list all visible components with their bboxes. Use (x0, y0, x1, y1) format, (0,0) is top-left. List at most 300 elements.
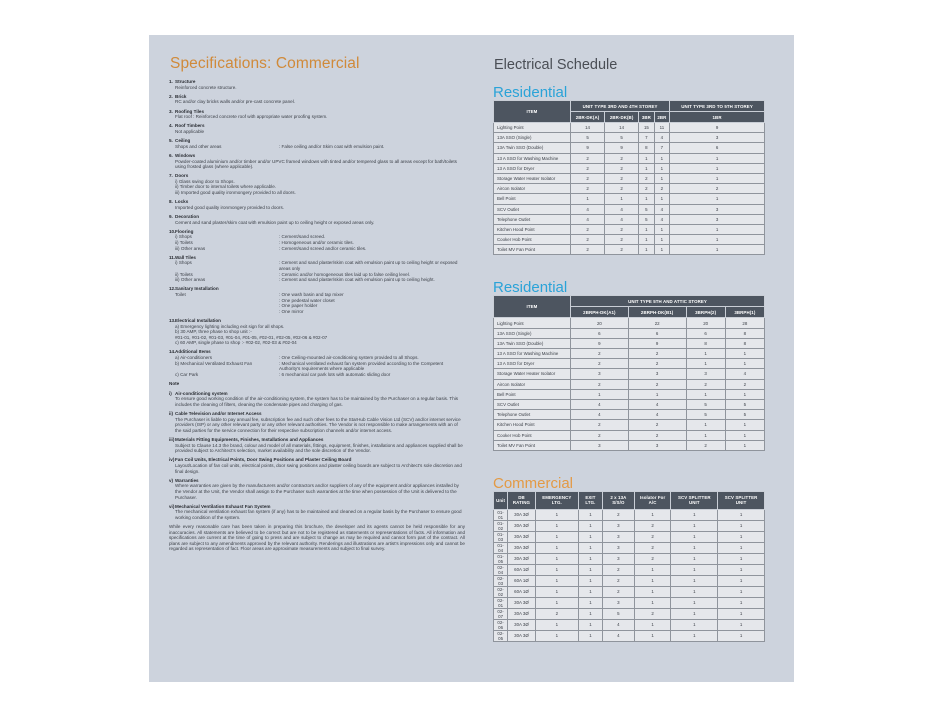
value-cell: 5 (602, 608, 634, 619)
value-cell: 1 (725, 440, 764, 450)
column-header: SCV SPLITTER UNIT (671, 491, 718, 509)
value-cell: 5 (686, 410, 725, 420)
note-item (169, 478, 465, 500)
value-cell: 1 (718, 520, 765, 531)
value-cell: 1 (639, 245, 654, 255)
spec-item-number: 7. (169, 173, 173, 179)
group-header: UNIT TYPE 3RD TO 5TH STOREY (670, 101, 765, 112)
value-cell: 1 (578, 619, 602, 630)
spec-item-row (169, 144, 465, 150)
value-cell: 30A 3Ø (508, 553, 536, 564)
table-row (494, 420, 765, 430)
item-cell: 13A Twin SSO (Double) (494, 143, 571, 153)
value-cell: 1 (718, 531, 765, 542)
column-header: 3BRPH(1) (725, 307, 764, 318)
spec-item-title: Brick (175, 93, 187, 99)
note-text: Where warranties are given by the manufacturers and/or contractors and/or suppliers of any of the equipment and/or appliances installed by the Vendor at the Unit, the Vendor shall assign to the Purchaser such warranties at the time when possession of the Unit is delivered to the Purchaser. (175, 483, 459, 500)
table-row (494, 235, 765, 245)
spec-row-value: : Cement/sand screed. (279, 234, 326, 240)
item-cell: 13A SSO (Single) (494, 328, 571, 338)
value-cell: 1 (639, 153, 654, 163)
value-cell: 3 (602, 520, 634, 531)
column-header: 2BR-DK(B) (605, 112, 639, 123)
value-cell: 3 (670, 204, 765, 214)
value-cell: 1 (671, 586, 718, 597)
value-cell: 2 (686, 379, 725, 389)
table-row (494, 338, 765, 348)
spec-row-value: : One Ceiling-mounted air-conditioning system provided to all Shops. (279, 355, 419, 361)
value-cell: 1 (535, 520, 578, 531)
value-cell: 60A 1Ø (508, 586, 536, 597)
value-cell: 1 (654, 153, 670, 163)
table-row (494, 630, 765, 641)
spec-item-number: 1. (169, 79, 173, 84)
value-cell: 2 (571, 245, 605, 255)
spec-item-number: 14. (169, 349, 176, 355)
spec-item-number: 13. (169, 317, 176, 323)
value-cell: 6 (670, 143, 765, 153)
spec-item-line: i) Glass swing door to Shops. (175, 178, 235, 184)
value-cell: 1 (578, 531, 602, 542)
note-item (169, 457, 465, 474)
note-label: Note (169, 381, 180, 387)
item-cell: Aircon Isolator (494, 379, 571, 389)
spec-row-value: : One pedestal water closet (279, 297, 335, 303)
column-header: DB RATING (508, 491, 536, 509)
value-cell: 2 (602, 575, 634, 586)
value-cell: 2 (634, 542, 671, 553)
value-cell: 9 (571, 143, 605, 153)
value-cell: 2 (602, 564, 634, 575)
value-cell: 1 (670, 224, 765, 234)
value-cell: 14 (605, 123, 639, 133)
group-header: UNIT TYPE 3RD AND 4TH STOREY (571, 101, 670, 112)
value-cell: 4 (654, 204, 670, 214)
value-cell: 1 (671, 630, 718, 641)
value-cell: 3 (571, 440, 629, 450)
spec-row-value: : One paper holder (279, 303, 318, 309)
value-cell: 1 (725, 420, 764, 430)
spec-item-line: a) Emergency lighting including exit sign for all shops. (175, 323, 285, 329)
value-cell: 4 (571, 214, 605, 224)
value-cell: 4 (628, 399, 686, 409)
value-cell: 2 (605, 173, 639, 183)
value-cell: 1 (628, 389, 686, 399)
value-cell: 1 (639, 224, 654, 234)
table-row (494, 173, 765, 183)
value-cell: 1 (671, 509, 718, 520)
value-cell: 22 (628, 318, 686, 328)
value-cell: 1 (686, 430, 725, 440)
value-cell: 2 (725, 379, 764, 389)
spec-item-number: 2. (169, 93, 173, 99)
value-cell: 2 (634, 553, 671, 564)
value-cell: 1 (654, 245, 670, 255)
value-cell: 5 (605, 133, 639, 143)
table-row (494, 399, 765, 409)
commercial-section-title: Commercial (493, 474, 574, 492)
spec-row-value: : Cement and sand plaster/skim coat with emulsion paint up to ceiling height or exposed areas only (279, 260, 458, 271)
value-cell: 2 (686, 440, 725, 450)
note-text: The Purchaser is liable to pay annual fee, subscription fee and such other fees to the StarHub Cable Vision Ltd (SCV) and/or internet service providers (ISP) or any other relevant party or any other relevant authorities. The Vendor is not responsible to make arrangements with an of the said parties for the service connection for their respective subscription channels and/or internet access. (175, 416, 461, 433)
value-cell: 1 (605, 194, 639, 204)
brochure-page (149, 35, 794, 682)
table-row (494, 359, 765, 369)
value-cell: 20 (686, 318, 725, 328)
column-header: 3BR (639, 112, 654, 123)
item-cell: SCV Outlet (494, 399, 571, 409)
value-cell: 9 (670, 123, 765, 133)
value-cell: 2 (634, 531, 671, 542)
value-cell: 2 (605, 184, 639, 194)
value-cell: 30A 3Ø (508, 509, 536, 520)
item-cell: Lighting Point (494, 318, 571, 328)
value-cell: 6 (628, 328, 686, 338)
spec-item (169, 318, 465, 346)
spec-row-value: : False ceiling and/or Skim coat with emulsion paint. (279, 143, 385, 149)
value-cell: 4 (571, 410, 629, 420)
spec-item (169, 123, 465, 134)
unit-cell: 02-03 (494, 575, 508, 586)
value-cell: 1 (535, 509, 578, 520)
spec-item-number: 4. (169, 123, 173, 129)
spec-item-row (169, 361, 465, 372)
column-header: Unit (494, 491, 508, 509)
spec-item-title: Flooring (175, 228, 194, 234)
value-cell: 1 (654, 163, 670, 173)
spec-item-title: Roof Timbers (175, 123, 205, 129)
spec-item-title: Windows (175, 152, 196, 158)
item-cell: 13A SSO (Single) (494, 133, 571, 143)
value-cell: 2 (571, 224, 605, 234)
spec-item (169, 79, 465, 90)
table-row (494, 245, 765, 255)
value-cell: 2 (605, 163, 639, 173)
value-cell: 1 (671, 597, 718, 608)
value-cell: 2 (571, 430, 629, 440)
value-cell: 2 (654, 184, 670, 194)
value-cell: 5 (725, 399, 764, 409)
value-cell: 1 (535, 575, 578, 586)
note-number: v) (169, 477, 174, 483)
item-cell: 13 A SSO for Dryer (494, 163, 571, 173)
value-cell: 3 (670, 214, 765, 224)
note-text: To ensure good working condition of the air-conditioning system, the system has to be maintained by the Purchaser on a regular basis. This includes the cleaning of filters, cleaning the condensate pipes and charging of gas. (175, 396, 459, 407)
value-cell: 30A 3Ø (508, 520, 536, 531)
spec-item (169, 94, 465, 105)
unit-cell: 01-05 (494, 553, 508, 564)
value-cell: 1 (578, 630, 602, 641)
spec-item-text: RC and/or clay bricks walls and/or pre-cast concrete panel. (175, 99, 296, 105)
residential-section-title: Residential (493, 84, 568, 101)
value-cell: 3 (602, 531, 634, 542)
table-row (494, 328, 765, 338)
value-cell: 1 (686, 389, 725, 399)
value-cell: 2 (571, 235, 605, 245)
spec-row-label: ii) Toilets (175, 240, 193, 245)
value-cell: 1 (578, 553, 602, 564)
table-row (494, 143, 765, 153)
spec-row-label (175, 309, 279, 315)
value-cell: 28 (725, 318, 764, 328)
value-cell: 6 (571, 328, 629, 338)
value-cell: 1 (571, 389, 629, 399)
spec-item-line: b) 30 AMP, three phase to shop unit :- (175, 329, 252, 335)
value-cell: 1 (571, 194, 605, 204)
unit-cell: 02-01 (494, 597, 508, 608)
value-cell: 2 (670, 184, 765, 194)
value-cell: 1 (578, 597, 602, 608)
group-header: UNIT TYPE 5TH AND ATTIC STOREY (571, 296, 765, 307)
spec-item-text: Cement and sand plaster/skim coat with emulsion paint up to ceiling height or exposed areas only. (175, 219, 375, 225)
spec-item (169, 199, 465, 210)
table-row (494, 379, 765, 389)
spec-item-text: Flat roof : Reinforced concrete roof with appropriate water proofing system. (175, 114, 328, 120)
item-cell: 13A Twin SSO (Double) (494, 338, 571, 348)
value-cell: 1 (654, 173, 670, 183)
value-cell: 2 (571, 420, 629, 430)
spec-row-label: ii) Toilets (175, 271, 193, 277)
value-cell: 1 (671, 542, 718, 553)
electrical-schedule-title: Electrical Schedule (494, 57, 618, 73)
value-cell: 1 (639, 163, 654, 173)
spec-item-number: 5. (169, 138, 173, 144)
value-cell: 15 (639, 123, 654, 133)
value-cell: 30A 3Ø (508, 608, 536, 619)
spec-row-value: : One wash basin and tap mixer (279, 291, 344, 297)
value-cell: 1 (718, 509, 765, 520)
note-number: i) (169, 390, 172, 396)
value-cell: 1 (578, 586, 602, 597)
residential-table-5th-attic (493, 295, 765, 450)
value-cell: 1 (634, 586, 671, 597)
value-cell: 1 (535, 630, 578, 641)
spec-row-label: Shops and other areas (175, 143, 222, 149)
value-cell: 4 (602, 619, 634, 630)
spec-item-text: Not applicable (175, 128, 205, 134)
item-cell: Telephone Outlet (494, 410, 571, 420)
item-cell: Cooker Hob Point (494, 235, 571, 245)
spec-item (169, 214, 465, 225)
note-number: iv) (169, 457, 175, 463)
value-cell: 3 (670, 133, 765, 143)
value-cell: 3 (628, 369, 686, 379)
spec-item-title: Doors (175, 173, 189, 179)
item-cell: Storage Water Heater Isolator (494, 173, 571, 183)
value-cell: 2 (571, 163, 605, 173)
value-cell: 2 (628, 430, 686, 440)
value-cell: 60A 1Ø (508, 564, 536, 575)
value-cell: 1 (535, 531, 578, 542)
spec-item-text: Imported good quality ironmongery provided to doors. (175, 204, 285, 210)
value-cell: 1 (718, 575, 765, 586)
value-cell: 1 (535, 542, 578, 553)
value-cell: 1 (670, 245, 765, 255)
table-row (494, 123, 765, 133)
item-header: ITEM (494, 296, 571, 318)
spec-item (169, 229, 465, 251)
value-cell: 2 (605, 224, 639, 234)
spec-row-label: iii) Other areas (175, 245, 206, 251)
item-cell: Cooker Hob Point (494, 430, 571, 440)
value-cell: 1 (718, 553, 765, 564)
value-cell: 2 (628, 349, 686, 359)
spec-row-value: : Mechanical ventilated exhaust fan system provided according to the Competent Authority's requirements where applicable (279, 360, 444, 372)
value-cell: 2 (535, 608, 578, 619)
table-row (494, 531, 765, 542)
table-row (494, 553, 765, 564)
value-cell: 1 (718, 608, 765, 619)
value-cell: 1 (718, 630, 765, 641)
value-cell: 2 (602, 586, 634, 597)
value-cell: 1 (670, 194, 765, 204)
value-cell: 2 (628, 420, 686, 430)
value-cell: 4 (602, 630, 634, 641)
table-row (494, 520, 765, 531)
spec-item-text: Reinforced concrete structure. (175, 84, 237, 90)
note-number: iii) (169, 436, 175, 442)
value-cell: 6 (686, 328, 725, 338)
spec-item-title: Structure (175, 79, 196, 84)
value-cell: 1 (535, 597, 578, 608)
value-cell: 2 (602, 509, 634, 520)
table-row (494, 430, 765, 440)
value-cell: 1 (578, 542, 602, 553)
value-cell: 1 (671, 608, 718, 619)
table-row (494, 542, 765, 553)
table-row (494, 575, 765, 586)
note-text: Subject to Clause 14.3 the brand, colour and model of all materials, fittings, equipment, finishes, installations and appliances supplied shall be provided subject to Architect's selection, market availability and the sole discretion of the Vendor. (175, 442, 463, 454)
value-cell: 1 (671, 564, 718, 575)
value-cell: 14 (571, 123, 605, 133)
spec-item-title: Additional Items (175, 349, 211, 355)
item-cell: Bell Point (494, 389, 571, 399)
spec-item (169, 138, 465, 149)
spec-row-label: iii) Other areas (175, 277, 206, 283)
item-cell: Telephone Outlet (494, 214, 571, 224)
spec-item-title: Wall Tiles (175, 254, 196, 260)
value-cell: 4 (571, 204, 605, 214)
value-cell: 1 (634, 619, 671, 630)
note-title: Materials Fitting Equipments, Finishes, Installations and Appliances (175, 436, 324, 442)
spec-row-label: a) Air-conditioners (175, 355, 213, 361)
value-cell: 1 (578, 520, 602, 531)
value-cell: 30A 3Ø (508, 542, 536, 553)
spec-item (169, 109, 465, 120)
value-cell: 1 (578, 509, 602, 520)
value-cell: 1 (670, 235, 765, 245)
table-row (494, 224, 765, 234)
spec-item-line: iii) Imported good quality ironmongery provided to all doors. (175, 190, 296, 196)
value-cell: 2 (571, 359, 629, 369)
value-cell: 2 (639, 184, 654, 194)
value-cell: 1 (671, 553, 718, 564)
unit-cell: 02-05 (494, 630, 508, 641)
spec-row-value: : Cement/sand screed and/or ceramic tiles. (279, 245, 367, 251)
note-item (169, 437, 465, 454)
value-cell: 2 (571, 379, 629, 389)
value-cell: 1 (670, 173, 765, 183)
spec-item (169, 286, 465, 314)
value-cell: 1 (535, 553, 578, 564)
value-cell: 30A 3Ø (508, 531, 536, 542)
value-cell: 1 (725, 349, 764, 359)
spec-item-row (169, 260, 465, 271)
item-cell: Kitchen Hood Point (494, 224, 571, 234)
note-title: Warranties (175, 477, 199, 483)
value-cell: 1 (634, 564, 671, 575)
value-cell: 2 (605, 153, 639, 163)
note-item (169, 504, 465, 521)
value-cell: 7 (654, 143, 670, 153)
spec-item-text: Powder-coated aluminium and/or timber and/or UPVC framed windows with tinted and/or tempered glass to all areas except for bath/toilets using frosted glass (where applicable). (175, 158, 457, 170)
disclaimer-text: While every reasonable care has been taken in preparing this brochure, the developer and its agents cannot be held responsible for any inaccuracies. All statements are believed to be correct but are not to be registered as statements or representations of facts. All information and specifications are current at the time of going to press and are subject to change as may be required and cannot form part of the contract. All plans are subject to any amendments approved by the relevant authority. Renderings and illustrations are artist's impressions only and cannot be regarded as representation of fact. Floor areas are approximate measurements and subject to final survey. (169, 524, 465, 552)
value-cell: 8 (639, 143, 654, 153)
table-row (494, 318, 765, 328)
table-row (494, 509, 765, 520)
value-cell: 1 (718, 542, 765, 553)
column-header: EXIT LTG. (578, 491, 602, 509)
value-cell: 9 (628, 338, 686, 348)
table-row (494, 608, 765, 619)
column-header: EMERGENCY LTG. (535, 491, 578, 509)
value-cell: 1 (718, 597, 765, 608)
unit-cell: 02-04 (494, 564, 508, 575)
value-cell: 1 (718, 619, 765, 630)
value-cell: 1 (634, 630, 671, 641)
column-header: 1BR (670, 112, 765, 123)
value-cell: 4 (654, 133, 670, 143)
value-cell: 1 (671, 619, 718, 630)
value-cell: 1 (578, 564, 602, 575)
spec-item (169, 349, 465, 377)
item-cell: Kitchen Hood Point (494, 420, 571, 430)
spec-row-value: : 6 mechanical car park lots with automatic sliding door (279, 371, 391, 377)
value-cell: 4 (605, 204, 639, 214)
spec-row-label: i) Shops (175, 260, 192, 266)
value-cell: 1 (670, 153, 765, 163)
specifications-column (169, 55, 465, 552)
value-cell: 1 (634, 597, 671, 608)
table-row (494, 163, 765, 173)
value-cell: 30A 3Ø (508, 619, 536, 630)
spec-row-value: : Ceramic and/or homogeneous tiles laid up to false ceiling level. (279, 271, 410, 277)
value-cell: 1 (725, 359, 764, 369)
value-cell: 11 (654, 123, 670, 133)
spec-row-label: Toilet (175, 291, 186, 297)
value-cell: 3 (602, 542, 634, 553)
note-number: vi) (169, 503, 175, 509)
spec-item-title: Decoration (175, 214, 199, 220)
value-cell: 30A 3Ø (508, 597, 536, 608)
value-cell: 5 (571, 133, 605, 143)
value-cell: 2 (634, 520, 671, 531)
item-cell: 13 A SSO for Washing Machine (494, 153, 571, 163)
column-header: Isolator For A/C (634, 491, 671, 509)
residential-table-3rd-4th (493, 100, 765, 255)
value-cell: 1 (718, 586, 765, 597)
item-cell: 13 A SSO for Washing Machine (494, 349, 571, 359)
value-cell: 9 (571, 338, 629, 348)
unit-cell: 02-06 (494, 619, 508, 630)
table-row (494, 619, 765, 630)
spec-item-number: 9. (169, 214, 173, 220)
value-cell: 1 (686, 359, 725, 369)
item-cell: Bell Point (494, 194, 571, 204)
value-cell: 1 (639, 235, 654, 245)
column-header: 2BRPH-DK(A1) (571, 307, 629, 318)
residential-section-title: Residential (493, 279, 568, 297)
